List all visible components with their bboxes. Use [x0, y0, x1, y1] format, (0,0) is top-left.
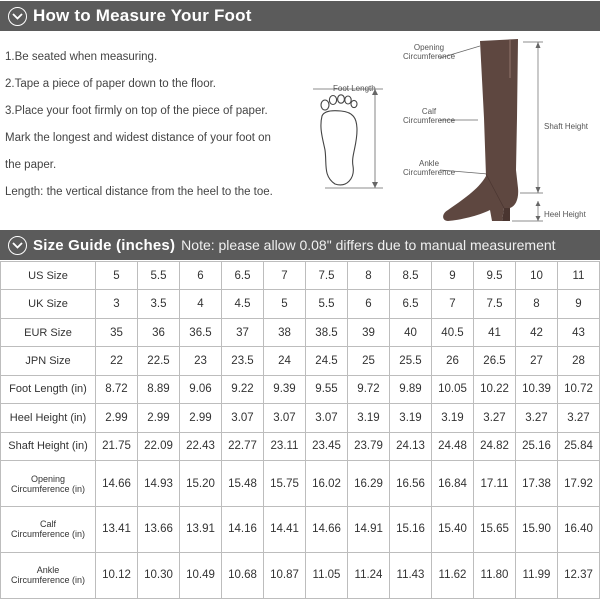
row-label: US Size [28, 269, 68, 282]
instructions [5, 47, 305, 209]
table-cell: 9.06 [180, 375, 222, 403]
table-cell: 6.5 [222, 262, 264, 290]
table-cell: 24.48 [432, 432, 474, 460]
row-label-line2: Circumference (in) [10, 575, 86, 586]
table-cell: 7.5 [474, 290, 516, 318]
table-cell: 3.27 [516, 404, 558, 432]
table-cell: 9 [432, 262, 474, 290]
table-row [1, 290, 600, 318]
table-cell: 26.5 [474, 347, 516, 375]
table-cell: 11.99 [516, 552, 558, 598]
table-cell: 25.5 [390, 347, 432, 375]
table-cell: 24.13 [390, 432, 432, 460]
table-cell: 40 [390, 318, 432, 346]
table-cell: 35 [96, 318, 138, 346]
table-row [1, 375, 600, 403]
table-row [1, 461, 600, 507]
table-cell: 23.79 [348, 432, 390, 460]
row-label-line2: Circumference (in) [10, 529, 86, 540]
table-cell: 23.5 [222, 347, 264, 375]
row-header [1, 375, 96, 403]
table-cell: 13.66 [138, 507, 180, 553]
table-cell: 3.5 [138, 290, 180, 318]
table-cell: 4.5 [222, 290, 264, 318]
table-cell: 8.5 [390, 262, 432, 290]
row-header [1, 262, 96, 290]
table-cell: 15.20 [180, 461, 222, 507]
table-cell: 3.07 [306, 404, 348, 432]
table-cell: 23 [180, 347, 222, 375]
ankle-label-line1: Ankle [419, 159, 440, 168]
table-cell: 26 [432, 347, 474, 375]
table-cell: 41 [474, 318, 516, 346]
table-cell: 3.27 [558, 404, 600, 432]
instruction-line: 3.Place your foot firmly on top of the piece of paper. [5, 105, 268, 117]
table-cell: 10.49 [180, 552, 222, 598]
table-cell: 40.5 [432, 318, 474, 346]
table-cell: 24.82 [474, 432, 516, 460]
calf-label-line2: Circumference [403, 116, 456, 125]
table-cell: 3.19 [390, 404, 432, 432]
table-cell: 10.12 [96, 552, 138, 598]
table-cell: 9.22 [222, 375, 264, 403]
table-cell: 10 [516, 262, 558, 290]
row-header [1, 432, 96, 460]
table-cell: 13.41 [96, 507, 138, 553]
table-cell: 14.41 [264, 507, 306, 553]
table-cell: 3 [96, 290, 138, 318]
table-cell: 22.5 [138, 347, 180, 375]
table-row [1, 347, 600, 375]
table-cell: 3.07 [264, 404, 306, 432]
row-header [1, 318, 96, 346]
ankle-label-line2: Circumference [403, 168, 456, 177]
table-cell: 11 [558, 262, 600, 290]
row-header [1, 552, 96, 598]
table-row [1, 318, 600, 346]
opening-circumference-label [403, 43, 455, 61]
table-cell: 2.99 [96, 404, 138, 432]
size-table [0, 261, 600, 599]
table-cell: 7 [432, 290, 474, 318]
table-cell: 15.16 [390, 507, 432, 553]
table-cell: 3.27 [474, 404, 516, 432]
table-cell: 10.22 [474, 375, 516, 403]
table-cell: 2.99 [180, 404, 222, 432]
table-cell: 10.68 [222, 552, 264, 598]
table-cell: 8.72 [96, 375, 138, 403]
table-row [1, 404, 600, 432]
measure-title: How to Measure Your Foot [33, 6, 252, 25]
table-cell: 9.72 [348, 375, 390, 403]
table-cell: 5 [96, 262, 138, 290]
measure-header-banner [0, 1, 600, 31]
table-cell: 15.65 [474, 507, 516, 553]
table-cell: 28 [558, 347, 600, 375]
row-label: Shaft Height (in) [8, 440, 88, 453]
instruction-line: Length: the vertical distance from the heel to the toe. [5, 186, 273, 198]
table-cell: 16.56 [390, 461, 432, 507]
table-cell: 43 [558, 318, 600, 346]
table-cell: 15.75 [264, 461, 306, 507]
table-cell: 22.77 [222, 432, 264, 460]
table-row [1, 262, 600, 290]
table-cell: 14.93 [138, 461, 180, 507]
table-cell: 9.5 [474, 262, 516, 290]
table-cell: 14.66 [306, 507, 348, 553]
table-cell: 6 [348, 290, 390, 318]
foot-length-label: Foot Length [333, 84, 376, 93]
table-cell: 17.11 [474, 461, 516, 507]
table-cell: 25.84 [558, 432, 600, 460]
table-cell: 2.99 [138, 404, 180, 432]
table-cell: 7 [264, 262, 306, 290]
row-header [1, 404, 96, 432]
instruction-line: Mark the longest and widest distance of your foot on [5, 132, 271, 144]
table-cell: 5.5 [306, 290, 348, 318]
table-cell: 22 [96, 347, 138, 375]
table-cell: 8.89 [138, 375, 180, 403]
row-label: Calf [39, 519, 56, 530]
table-cell: 11.05 [306, 552, 348, 598]
calf-label-line1: Calf [421, 107, 437, 116]
table-row [1, 507, 600, 553]
table-cell: 9.55 [306, 375, 348, 403]
opening-label-line1: Opening [413, 43, 445, 52]
instruction-line: 1.Be seated when measuring. [5, 51, 158, 63]
table-cell: 7.5 [306, 262, 348, 290]
chevron-down-icon [8, 7, 27, 26]
table-cell: 8 [516, 290, 558, 318]
row-label: Opening [30, 473, 66, 484]
table-cell: 15.40 [432, 507, 474, 553]
table-cell: 11.43 [390, 552, 432, 598]
foot-diagram [305, 80, 390, 192]
ankle-circumference-label [403, 159, 455, 177]
table-cell: 16.02 [306, 461, 348, 507]
shaft-height-label: Shaft Height [544, 122, 589, 131]
table-cell: 6.5 [390, 290, 432, 318]
boot-diagram [400, 38, 600, 228]
table-cell: 15.90 [516, 507, 558, 553]
table-cell: 16.29 [348, 461, 390, 507]
chevron-down-icon [8, 236, 27, 255]
table-cell: 14.66 [96, 461, 138, 507]
table-cell: 21.75 [96, 432, 138, 460]
footprint-icon [321, 95, 357, 185]
table-cell: 27 [516, 347, 558, 375]
table-cell: 22.09 [138, 432, 180, 460]
table-cell: 9.39 [264, 375, 306, 403]
table-cell: 39 [348, 318, 390, 346]
table-cell: 25.16 [516, 432, 558, 460]
table-cell: 3.07 [222, 404, 264, 432]
calf-circumference-label [403, 107, 455, 125]
instruction-line: the paper. [5, 159, 57, 171]
table-cell: 10.05 [432, 375, 474, 403]
table-cell: 9 [558, 290, 600, 318]
row-label: Ankle [36, 565, 60, 576]
row-header [1, 290, 96, 318]
size-guide-title: Size Guide (inches) [33, 236, 176, 254]
table-cell: 11.80 [474, 552, 516, 598]
table-cell: 36.5 [180, 318, 222, 346]
instruction-line: 2.Tape a piece of paper down to the floor. [5, 78, 216, 90]
table-cell: 37 [222, 318, 264, 346]
table-cell: 23.11 [264, 432, 306, 460]
row-label-line2: Circumference (in) [10, 483, 86, 494]
heel-height-label: Heel Height [544, 210, 586, 219]
table-cell: 11.62 [432, 552, 474, 598]
opening-label-line2: Circumference [403, 52, 456, 61]
table-cell: 10.39 [516, 375, 558, 403]
table-cell: 17.38 [516, 461, 558, 507]
table-cell: 3.19 [348, 404, 390, 432]
table-cell: 3.19 [432, 404, 474, 432]
table-cell: 8 [348, 262, 390, 290]
table-cell: 16.84 [432, 461, 474, 507]
table-cell: 16.40 [558, 507, 600, 553]
table-cell: 17.92 [558, 461, 600, 507]
table-cell: 4 [180, 290, 222, 318]
table-cell: 10.72 [558, 375, 600, 403]
table-cell: 9.89 [390, 375, 432, 403]
size-guide-banner [0, 230, 600, 260]
table-cell: 13.91 [180, 507, 222, 553]
table-cell: 36 [138, 318, 180, 346]
table-cell: 25 [348, 347, 390, 375]
table-cell: 38 [264, 318, 306, 346]
size-guide-note: Note: please allow 0.08" differs due to manual measurement [181, 237, 556, 253]
row-label: Foot Length (in) [9, 383, 87, 396]
table-cell: 5.5 [138, 262, 180, 290]
row-label: EUR Size [24, 326, 72, 339]
table-row [1, 432, 600, 460]
row-header [1, 347, 96, 375]
table-cell: 14.91 [348, 507, 390, 553]
table-cell: 24.5 [306, 347, 348, 375]
table-cell: 6 [180, 262, 222, 290]
row-label: Heel Height (in) [9, 411, 87, 424]
table-cell: 12.37 [558, 552, 600, 598]
row-label: JPN Size [25, 355, 71, 368]
table-cell: 11.24 [348, 552, 390, 598]
row-header [1, 461, 96, 507]
table-cell: 42 [516, 318, 558, 346]
table-cell: 22.43 [180, 432, 222, 460]
boot-icon [443, 39, 518, 221]
table-cell: 15.48 [222, 461, 264, 507]
table-cell: 10.87 [264, 552, 306, 598]
row-header [1, 507, 96, 553]
table-cell: 24 [264, 347, 306, 375]
table-row [1, 552, 600, 598]
table-cell: 23.45 [306, 432, 348, 460]
table-cell: 14.16 [222, 507, 264, 553]
table-cell: 5 [264, 290, 306, 318]
table-cell: 10.30 [138, 552, 180, 598]
table-cell: 38.5 [306, 318, 348, 346]
row-label: UK Size [28, 298, 68, 311]
